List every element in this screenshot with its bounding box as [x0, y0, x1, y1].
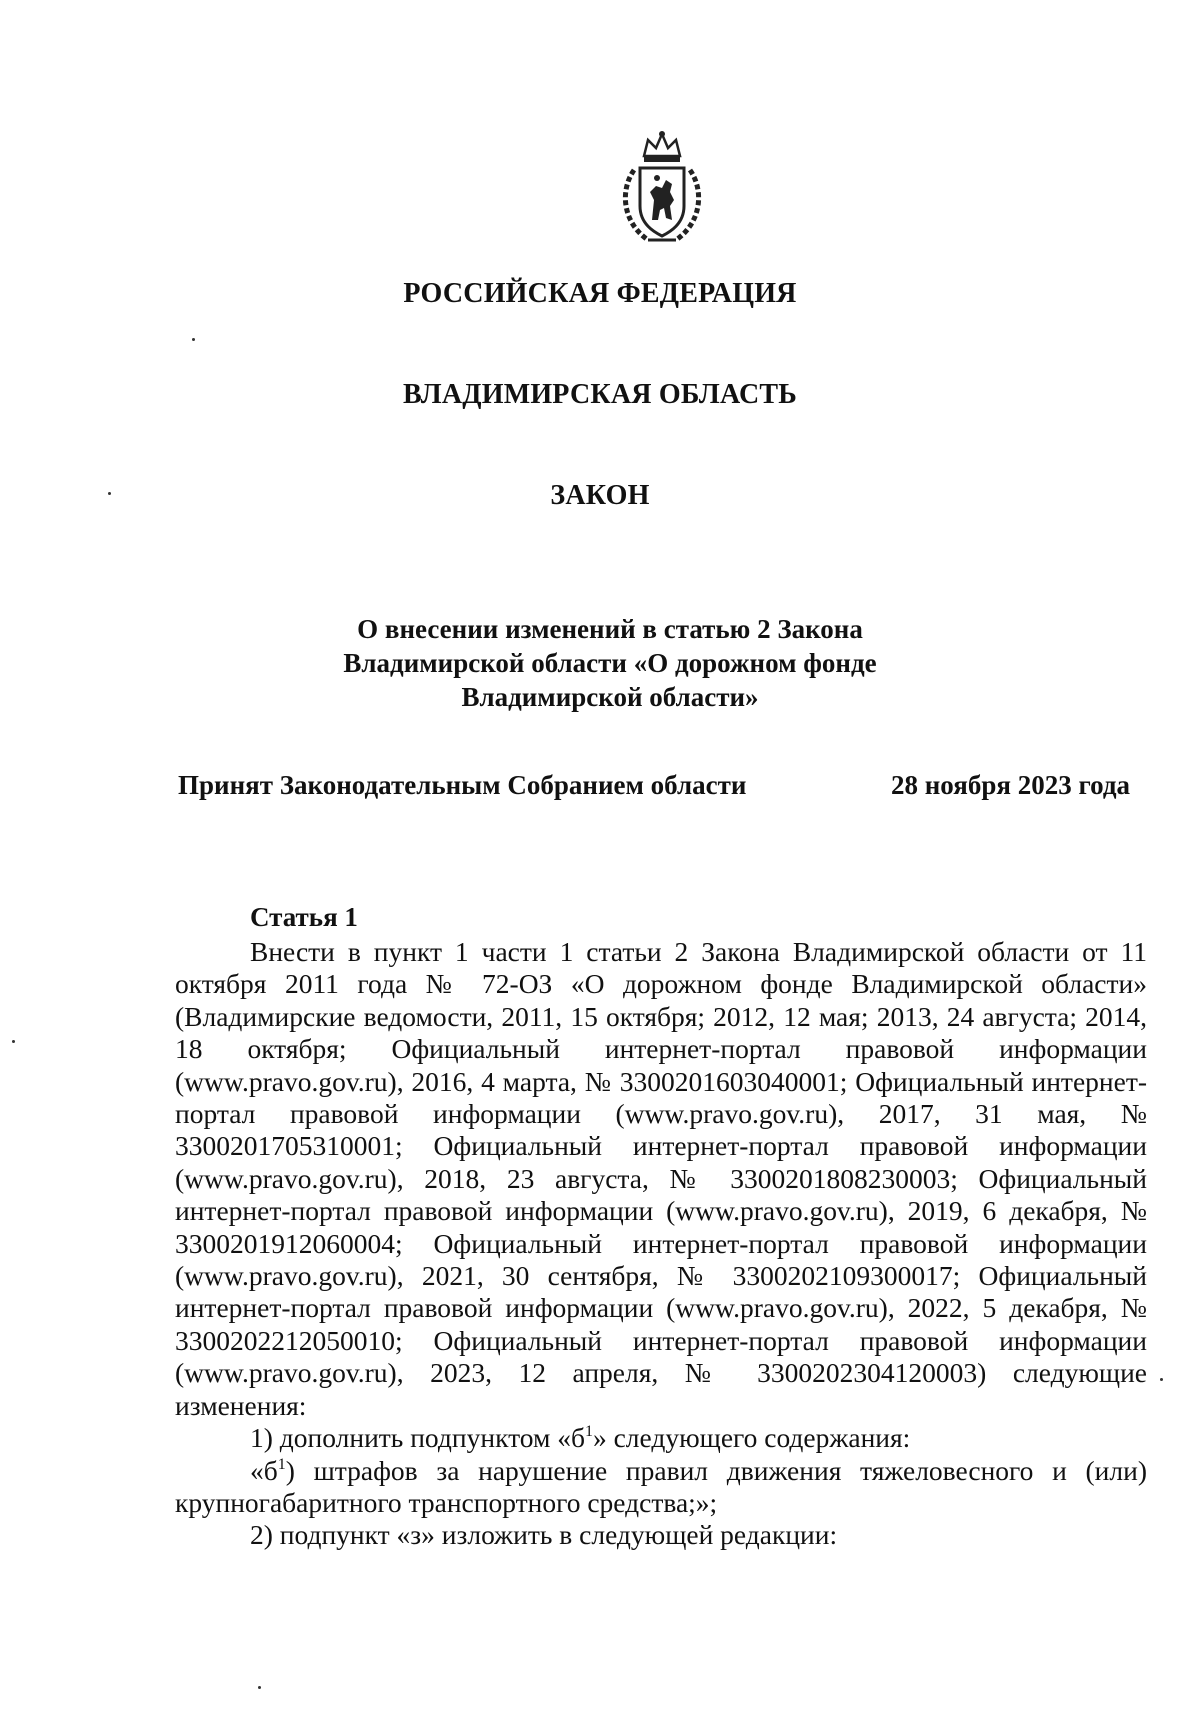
- law-heading: ЗАКОН: [550, 480, 650, 511]
- article-heading: Статья 1: [250, 902, 358, 932]
- amendment-item-1: [175, 1422, 1147, 1454]
- amendment-quote: [175, 1455, 1147, 1520]
- item-text: 1) дополнить подпунктом «б: [250, 1422, 585, 1454]
- amendment-item-2: 2) подпункт «з» изложить в следующей редакции:: [250, 1519, 838, 1551]
- superscript: 1: [584, 1423, 593, 1441]
- item-text: » следующего содержания:: [592, 1422, 911, 1454]
- adoption-line: [178, 770, 1130, 801]
- scan-speck: [258, 1686, 261, 1689]
- law-title-line: Владимирской области»: [461, 682, 759, 712]
- superscript: 1: [277, 1455, 286, 1473]
- quote-text: «б: [250, 1454, 278, 1486]
- article-intro-paragraph: Внести в пункт 1 части 1 статьи 2 Закона Владимирской области от 11 октября 2011 года № 72-ОЗ «О дорожном фонде Владимирской области» (Владимирские ведомости, 2011, 15 октября; 2012, 12 мая; 2013, 24 августа; 2014, 18 октября; Официальный интернет-портал правовой информации (www.pravo.gov.ru), 2016, 4 марта, № 3300201603040001; Официальный интернет-портал правовой информации (www.pravo.gov.ru), 2017, 31 мая, № 3300201705310001; Официальный интернет-портал правовой информации (www.pravo.gov.ru), 2018, 23 августа, № 3300201808230003; Официальный интернет-портал правовой информации (www.pravo.gov.ru), 2019, 6 декабря, № 3300201912060004; Официальный интернет-портал правовой информации (www.pravo.gov.ru), 2021, 30 сентября, № 3300202109300017; Официальный интернет-портал правовой информации (www.pravo.gov.ru), 2022, 5 декабря, № 3300202212050010; Официальный интернет-портал правовой информации (www.pravo.gov.ru), 2023, 12 апреля, № 3300202304120003) следующие изменения:: [175, 936, 1147, 1421]
- federation-heading: РОССИЙСКАЯ ФЕДЕРАЦИЯ: [403, 278, 797, 309]
- adopted-by: Принят Законодательным Собранием области: [178, 770, 747, 800]
- adoption-date: 28 ноября 2023 года: [891, 770, 1130, 800]
- scan-speck: [1160, 1378, 1163, 1381]
- quote-text: ) штрафов за нарушение правил движения тяжеловесного и (или) крупногабаритного транспортного средства;»;: [175, 1454, 1147, 1518]
- coat-of-arms-icon: [614, 130, 710, 248]
- article-body: [175, 936, 1147, 1552]
- scan-speck: [12, 1040, 15, 1043]
- law-title-line: О внесении изменений в статью 2 Закона: [357, 614, 863, 644]
- scan-speck: [192, 338, 195, 341]
- law-title: [300, 612, 920, 714]
- law-title-line: Владимирской области «О дорожном фонде: [343, 648, 877, 678]
- region-heading: ВЛАДИМИРСКАЯ ОБЛАСТЬ: [402, 379, 798, 410]
- scan-speck: [108, 492, 111, 495]
